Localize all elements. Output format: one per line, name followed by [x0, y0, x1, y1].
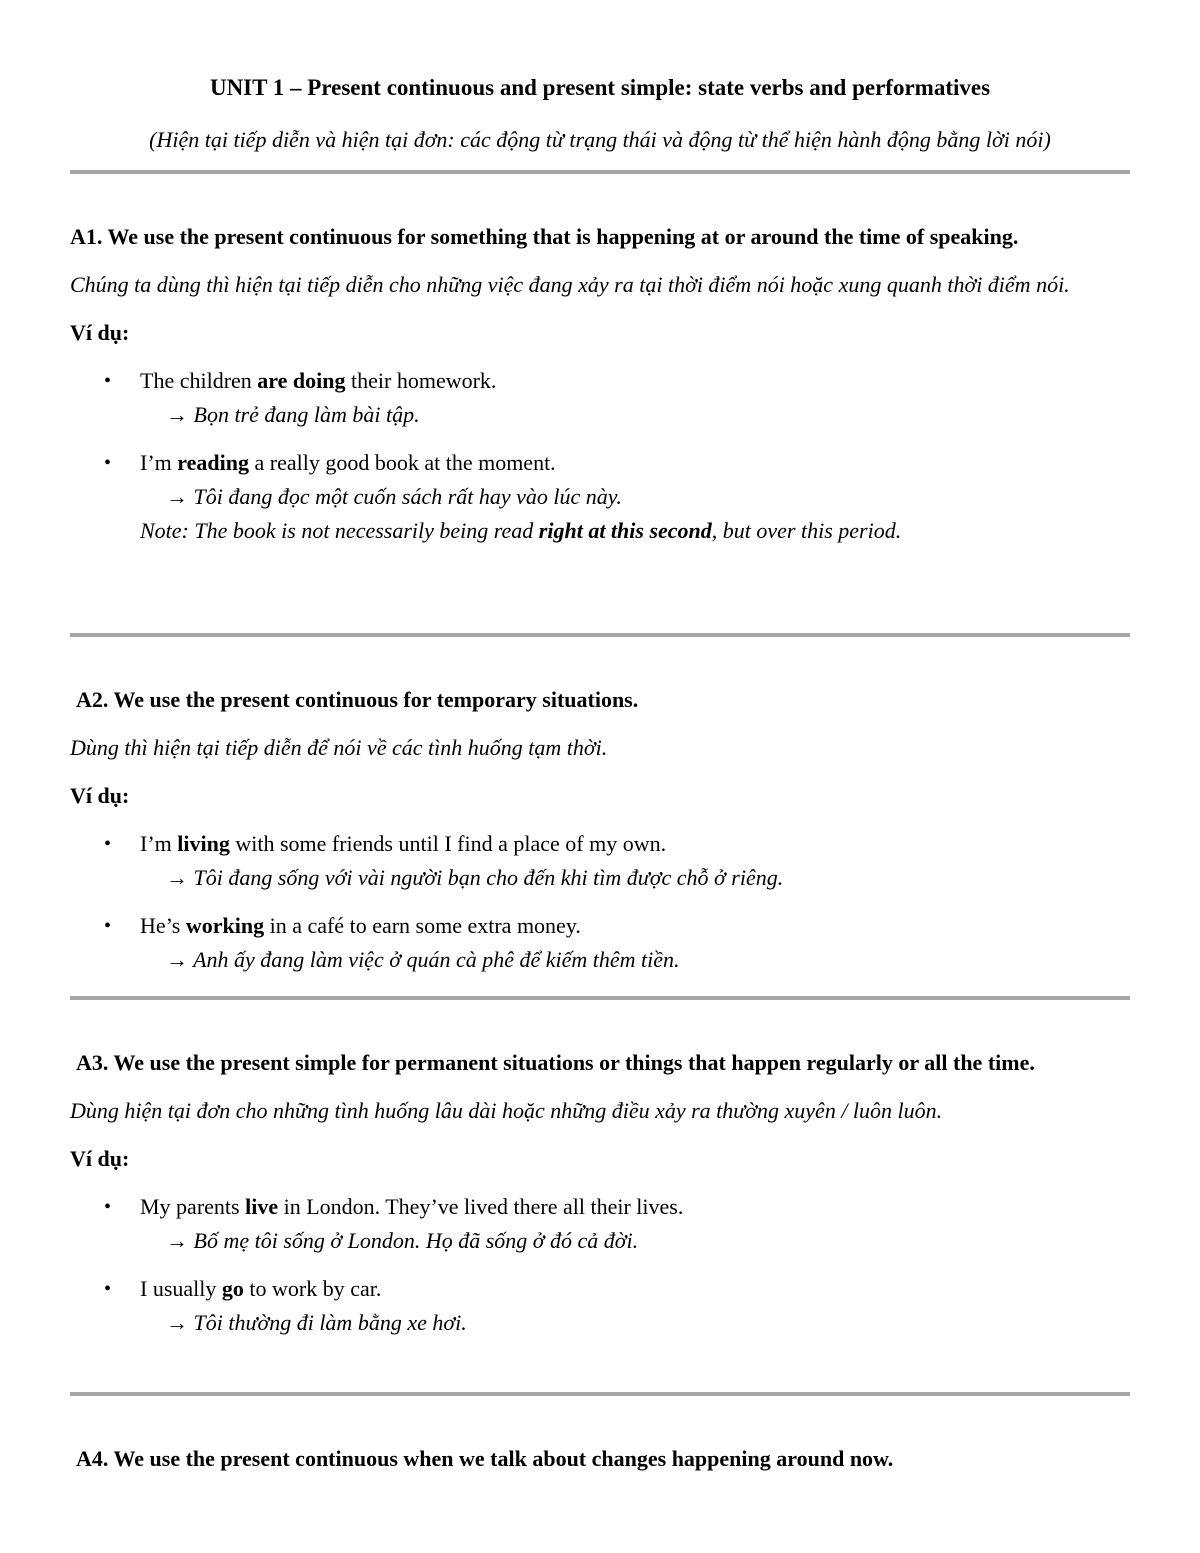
example-item: [70, 446, 1130, 548]
bullet-icon: •: [104, 1196, 112, 1218]
divider: [70, 1392, 1130, 1396]
bullet-icon: •: [104, 452, 112, 474]
example-vietnamese: → Bố mẹ tôi sống ở London. Họ đã sống ở đó cả đời.: [166, 1228, 639, 1253]
example-english: I usually go to work by car.: [140, 1276, 382, 1301]
example-item: [70, 827, 1130, 895]
bullet-icon: •: [104, 1278, 112, 1300]
section-a2: [70, 683, 1130, 977]
divider: [70, 633, 1130, 637]
section-a3: [70, 1046, 1130, 1340]
section-heading: A3. We use the present simple for permanent situations or things that happen regularly or all the time.: [76, 1050, 1035, 1075]
section-translation: Dùng thì hiện tại tiếp diễn để nói về các tình huống tạm thời.: [70, 735, 608, 760]
example-item: [70, 1272, 1130, 1340]
example-english: I’m reading a really good book at the moment.: [140, 450, 556, 475]
divider: [70, 170, 1130, 174]
section-a4: [70, 1442, 1130, 1476]
section-a1: [70, 220, 1130, 548]
section-translation: Chúng ta dùng thì hiện tại tiếp diễn cho những việc đang xảy ra tại thời điểm nói hoặc xung quanh thời điểm nói.: [70, 272, 1070, 297]
bullet-icon: •: [104, 833, 112, 855]
section-translation: Dùng hiện tại đơn cho những tình huống lâu dài hoặc những điều xảy ra thường xuyên / luôn luôn.: [70, 1098, 943, 1123]
page-title: UNIT 1 – Present continuous and present simple: state verbs and performatives: [209, 75, 991, 100]
section-heading: A4. We use the present continuous when we talk about changes happening around now.: [76, 1446, 894, 1471]
page-subtitle: (Hiện tại tiếp diễn và hiện tại đơn: các động từ trạng thái và động từ thể hiện hành động bằng lời nói): [149, 127, 1051, 152]
example-english: My parents live in London. They’ve lived there all their lives.: [140, 1194, 684, 1219]
bullet-icon: •: [104, 915, 112, 937]
example-item: [70, 364, 1130, 432]
example-vietnamese: → Tôi thường đi làm bằng xe hơi.: [166, 1310, 467, 1335]
example-label: Ví dụ:: [70, 1146, 130, 1171]
example-item: [70, 1190, 1130, 1258]
example-english: He’s working in a café to earn some extra money.: [140, 913, 581, 938]
example-vietnamese: → Tôi đang sống với vài người bạn cho đến khi tìm được chỗ ở riêng.: [166, 865, 784, 890]
example-label: Ví dụ:: [70, 320, 130, 345]
example-vietnamese: → Bọn trẻ đang làm bài tập.: [166, 402, 420, 427]
divider: [70, 996, 1130, 1000]
example-english: I’m living with some friends until I find a place of my own.: [140, 831, 667, 856]
section-heading: A2. We use the present continuous for temporary situations.: [76, 687, 639, 712]
bullet-icon: •: [104, 370, 112, 392]
example-label: Ví dụ:: [70, 783, 130, 808]
example-vietnamese: → Tôi đang đọc một cuốn sách rất hay vào lúc này.: [166, 484, 622, 509]
section-heading: A1. We use the present continuous for something that is happening at or around the time of speaking.: [70, 224, 1019, 249]
example-english: The children are doing their homework.: [140, 368, 497, 393]
example-item: [70, 909, 1130, 977]
example-vietnamese: → Anh ấy đang làm việc ở quán cà phê để kiếm thêm tiền.: [166, 947, 680, 972]
example-note: Note: The book is not necessarily being read right at this second, but over this period.: [140, 518, 902, 543]
